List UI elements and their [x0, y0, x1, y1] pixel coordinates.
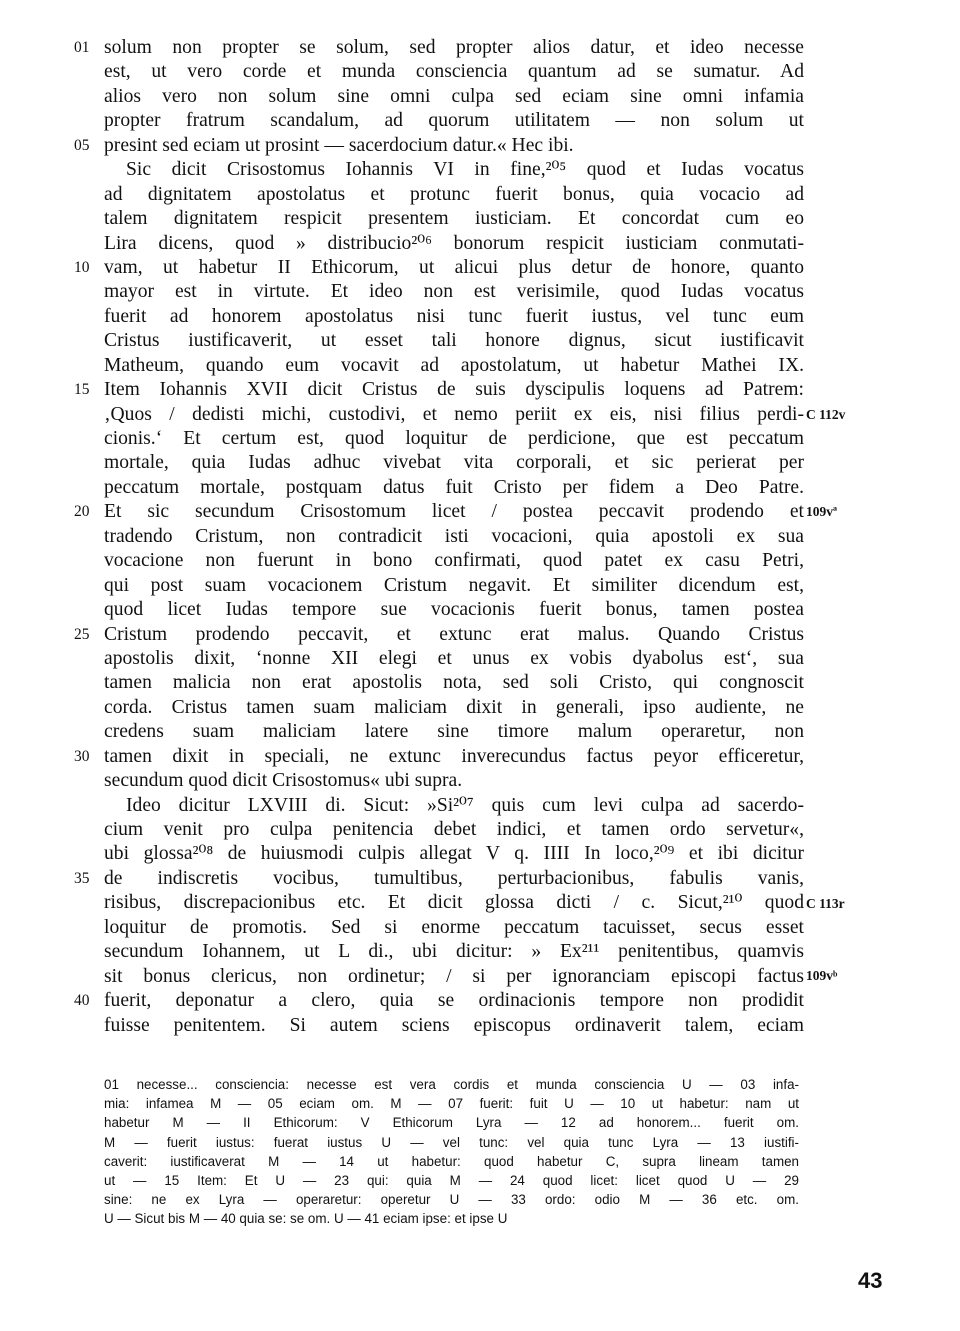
text-line: fuisse penitentem. Si autem sciens episcopus ordinaverit talem, eciam — [104, 1014, 804, 1036]
text-line: presint sed eciam ut prosint — sacerdocium datur.« Hec ibi. — [104, 134, 574, 156]
folio-marker: C 113r — [806, 896, 845, 911]
text-line: Item Iohannis XVII dicit Cristus de suis dyscipulis loquens ad Patrem: — [104, 379, 804, 401]
text-line: quod licet Iudas tempore sue vocacionis fuerit bonus, tamen postea — [104, 599, 804, 621]
text-line: peccatum mortale, postquam datus fuit Cristo per fidem a Deo Patre. — [104, 476, 804, 498]
critical-apparatus — [104, 1075, 799, 1229]
text-line: vam, ut habetur II Ethicorum, ut alicui plus detur de honore, quanto — [104, 256, 804, 278]
text-line: Cristum prodendo peccavit, et extunc erat malus. Quando Cristus — [104, 623, 804, 645]
text-line: risibus, discrepacionibus etc. Et dicit glossa dicti / c. Sicut,²¹⁰ quod — [104, 892, 804, 914]
text-line: secundum Iohannem, ut L di., ubi dicitur: » Ex²¹¹ penitentibus, quamvis — [104, 941, 804, 963]
text-line: Cristus iustificaverit, ut esset tali honore dignus, sicut iustificavit — [104, 330, 804, 352]
line-number: 30 — [74, 748, 90, 765]
text-line: fuerit, deponatur a clero, quia se ordinacionis tempore non prodidit — [104, 990, 804, 1012]
text-line: de indiscretis vocibus, tumultibus, perturbacionibus, fabulis vanis, — [104, 867, 804, 889]
text-line: qui post suam vocacionem Cristum negavit. Et similiter dicendum est, — [104, 574, 804, 596]
apparatus-line: ut — 15 Item: Et U — 23 qui: quia M — 24 quod licet: licet quod U — 29 — [104, 1172, 799, 1188]
line-number: 20 — [74, 503, 90, 520]
text-line: ‚Quos / dedisti michi, custodivi, et nemo periit ex eis, nisi filius perdi- — [104, 403, 804, 425]
text-line: corda. Cristus tamen suam maliciam dixit in generali, ipso audiente, ne — [104, 696, 804, 718]
text-line: credens suam maliciam latere sine timore malum operaretur, non — [104, 721, 804, 743]
text-line: tamen malicia non erat apostolis nota, sed soli Cristo, qui congnoscit — [104, 672, 804, 694]
text-line: Ideo dicitur LXVIII di. Sicut: »Si²⁰⁷ quis cum levi culpa ad sacerdo- — [126, 794, 804, 816]
line-number: 10 — [74, 259, 90, 276]
folio-marker: C 112v — [806, 407, 846, 422]
apparatus-line: habetur M — II Ethicorum: V Ethicorum Lyra — 12 ad honorem... fuerit om. — [104, 1115, 799, 1131]
text-line: talem dignitatem respicit presentem iusticiam. Et concordat cum eo — [104, 208, 804, 230]
line-number: 01 — [74, 39, 90, 56]
text-line: cium venit pro culpa penitencia debet indici, et tamen ordo servetur«, — [104, 819, 804, 840]
apparatus-line: U — Sicut bis M — 40 quia se: se om. U — 41 eciam ipse: et ipse U — [104, 1211, 508, 1227]
text-line: solum non propter se solum, sed propter alios datur, et ideo necesse — [104, 37, 804, 58]
apparatus-line: caverit: iustificaverat M — 14 ut habetur: quod habetur C, supra lineam tamen — [104, 1153, 799, 1169]
text-line: mayor est in virtute. Et ideo non est verisimile, quod Iudas vocatus — [104, 281, 804, 303]
line-number: 25 — [74, 626, 90, 643]
text-line: sit bonus clericus, non ordinetur; / si per ignoranciam episcopi factus — [104, 965, 804, 987]
text-line: ad dignitatem apostolatus et protunc fuerit bonus, quia vocacio ad — [104, 183, 804, 205]
apparatus-line: mia: infamea M — 05 eciam om. M — 07 fuerit: fuit U — 10 ut habetur: nam ut — [104, 1096, 799, 1112]
text-line: Matheum, quando eum vocavit ad apostolatum, ut habetur Mathei IX. — [104, 354, 804, 376]
text-line: Et sic secundum Crisostomum licet / postea peccavit prodendo et — [104, 501, 804, 523]
apparatus-line: M — fuerit iustus: fuerat iustus U — vel tunc: vel quia tunc Lyra — 13 iustifi- — [104, 1134, 799, 1150]
text-line: tradendo Cristum, non contradicit isti vocacioni, quia apostoli ex sua — [104, 525, 804, 547]
text-line: apostolis dixit, ‘nonne XII elegi et unus ex vobis dyabolus est‘, sua — [104, 647, 804, 669]
text-line: tamen dixit in speciali, ne extunc inverecundus factus peyor efficeretur, — [104, 745, 804, 767]
text-line: loquitur de promotis. Sed si enorme peccatum tacuisset, secus esset — [104, 916, 804, 938]
text-line: vocacione non fuerunt in bono confirmati, quod patet ex casu Petri, — [104, 550, 804, 572]
text-line: est, ut vero corde et munda consciencia quantum ad se sumatur. Ad — [104, 61, 804, 83]
folio-marker: 109vᵇ — [806, 968, 838, 983]
text-line: ubi glossa²⁰⁸ de huiusmodi culpis allegat V q. IIII In loco,²⁰⁹ et ibi dicitur — [104, 843, 804, 865]
text-line: mortale, quia Iudas adhuc vivebat vita corporali, et sic perierat per — [104, 452, 804, 474]
text-line: secundum quod dicit Crisostomus« ubi supra. — [104, 770, 463, 792]
line-number: 35 — [74, 870, 90, 887]
text-line: cionis.‘ Et certum est, quod loquitur de perdicione, que est peccatum — [104, 428, 804, 449]
folio-marker: 109vª — [806, 504, 838, 519]
line-number: 40 — [74, 992, 90, 1009]
page-number: 43 — [858, 1268, 883, 1293]
text-line: Sic dicit Crisostomus Iohannis VI in fine,²⁰⁵ quod et Iudas vocatus — [126, 159, 804, 181]
apparatus-line: sine: ne ex Lyra — operaretur: operetur U — 33 ordo: odio M — 36 etc. om. — [104, 1192, 799, 1208]
main-text — [104, 36, 804, 1038]
line-number: 05 — [74, 137, 90, 154]
text-line: alios vero non solum sine omni culpa sed eciam sine omni infamia — [104, 85, 804, 107]
text-line: propter fratrum scandalum, ad quorum utilitatem — non solum ut — [104, 110, 804, 132]
text-line: fuerit ad honorem apostolatus nisi tunc fuerit iustus, vel tunc eum — [104, 305, 804, 327]
text-line: Lira dicens, quod » distribucio²⁰⁶ bonorum respicit iusticiam conmutati- — [104, 232, 804, 254]
line-number: 15 — [74, 381, 90, 398]
apparatus-line: 01 necesse... consciencia: necesse est vera cordis et munda consciencia U — 03 infa- — [104, 1077, 799, 1092]
